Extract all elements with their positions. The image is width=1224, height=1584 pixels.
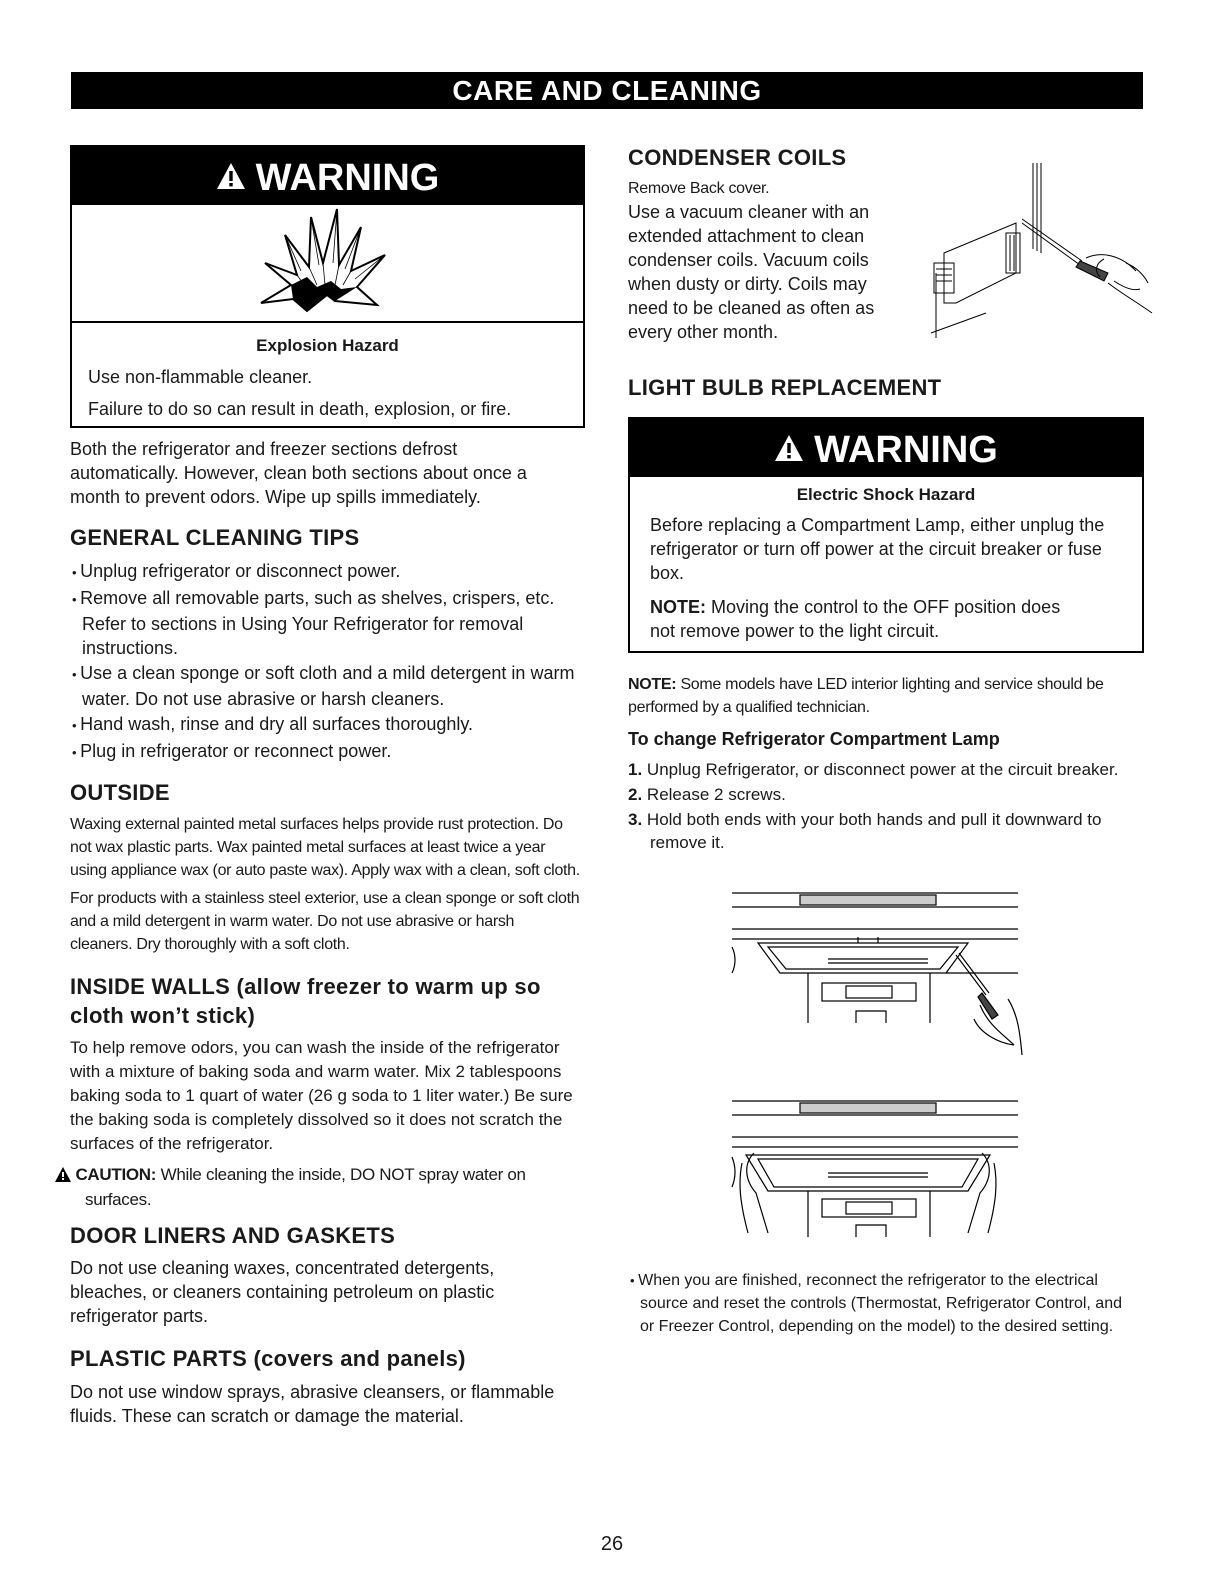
warning-body — [72, 366, 583, 420]
step-number: 2. — [628, 785, 643, 804]
caution-paragraph — [70, 1163, 585, 1211]
caution-text: While cleaning the inside, DO NOT spray water on surfaces. — [85, 1165, 526, 1209]
note-label: NOTE: — [650, 597, 706, 617]
explosion-warning-box — [70, 145, 585, 428]
condenser-coils-heading: CONDENSER COILS — [628, 145, 847, 170]
list-item: • Use a clean sponge or soft cloth and a mild detergent in warm water. Do not use abrasive or harsh cleaners. — [70, 661, 580, 711]
list-item: • Unplug refrigerator or disconnect power. — [70, 559, 580, 585]
list-item: • Plug in refrigerator or reconnect power. — [70, 739, 580, 765]
note-text: Moving the control to the OFF position does not remove power to the light circuit. — [650, 597, 1061, 641]
plastic-parts-heading: PLASTIC PARTS (covers and panels) — [70, 1346, 466, 1371]
final-instructions — [628, 1269, 1128, 1339]
right-column — [628, 145, 1148, 1335]
warning-triangle-icon — [774, 419, 804, 481]
caution-triangle-icon — [70, 1165, 71, 1188]
note-text: Some models have LED interior lighting and service should be performed by a qualified technician. — [628, 676, 1104, 716]
shock-warning-box — [628, 417, 1144, 653]
list-item: • When you are finished, reconnect the refrigerator to the electrical source and reset the controls (Thermostat, Refrigerator Control, and or Freezer Control, depending on the model) to the desired setting. — [628, 1269, 1128, 1338]
outside-paragraph-1: Waxing external painted metal surfaces helps provide rust protection. Do not wax plastic parts. Wax painted metal surfaces at least twice a year using appliance wax (or auto paste wax). Apply wax with a clean, soft cloth. — [70, 816, 580, 879]
step-text: Hold both ends with your both hands and pull it downward to remove it. — [646, 810, 1102, 852]
door-liners-heading: DOOR LINERS AND GASKETS — [70, 1223, 396, 1248]
step-number: 1. — [628, 760, 643, 779]
left-column — [70, 145, 585, 1428]
note-label: NOTE: — [628, 676, 677, 693]
page-number: 26 — [600, 1533, 624, 1555]
lamp-removal-illustration-1 — [718, 885, 1138, 1085]
warning-header — [630, 419, 1142, 477]
caution-label: CAUTION: — [75, 1165, 157, 1184]
condenser-line-1: Remove Back cover. — [628, 180, 770, 197]
outside-heading: OUTSIDE — [70, 780, 170, 805]
warning-label: WARNING — [255, 157, 440, 199]
warning-header — [72, 147, 583, 205]
warning-line: Failure to do so can result in death, explosion, or fire. — [88, 399, 512, 419]
warning-line: Use non-flammable cleaner. — [88, 367, 313, 387]
hazard-title: Electric Shock Hazard — [796, 485, 976, 504]
warning-triangle-icon — [216, 147, 246, 209]
shock-warning-note — [650, 595, 1082, 643]
list-item — [628, 758, 1133, 781]
shock-warning-body: Before replacing a Compartment Lamp, either unplug the refrigerator or turn off power at the circuit breaker or fuse box. — [650, 515, 1105, 583]
plastic-parts-paragraph: Do not use window sprays, abrasive cleansers, or flammable fluids. These can scratch or damage the material. — [70, 1382, 555, 1426]
change-lamp-heading: To change Refrigerator Compartment Lamp — [628, 729, 1000, 749]
general-tips-list — [70, 559, 580, 765]
page-banner: CARE AND CLEANING — [71, 72, 1143, 109]
steps-list — [628, 758, 1133, 854]
condenser-paragraph: Use a vacuum cleaner with an extended attachment to clean condenser coils. Vacuum coils when dusty or dirty. Coils may need to be cleaned as often as every other month. — [628, 202, 875, 342]
condenser-section — [628, 177, 1148, 373]
step-text: Unplug Refrigerator, or disconnect power at the circuit breaker. — [646, 760, 1119, 779]
condenser-illustration — [926, 163, 1156, 353]
intro-paragraph: Both the refrigerator and freezer sections defrost automatically. However, clean both sections about once a month to prevent odors. Wipe up spills immediately. — [70, 439, 527, 507]
list-item: • Hand wash, rinse and dry all surfaces thoroughly. — [70, 712, 580, 738]
list-item — [628, 808, 1133, 854]
lamp-removal-illustration-2 — [718, 1093, 1138, 1253]
inside-walls-paragraph: To help remove odors, you can wash the inside of the refrigerator with a mixture of baking soda and warm water. Mix 2 tablespoons baking soda to 1 quart of water (26 g soda to 1 liter water.) Be sure the baking soda is completely dissolved so it does not scratch the surfaces of the refrigerator. — [70, 1038, 573, 1153]
door-liners-paragraph: Do not use cleaning waxes, concentrated detergents, bleaches, or cleaners containing petroleum on plastic refrigerator parts. — [70, 1258, 495, 1326]
warning-label: WARNING — [814, 429, 998, 471]
step-number: 3. — [628, 810, 643, 829]
explosion-icon — [72, 205, 583, 323]
hazard-title: Explosion Hazard — [256, 336, 399, 355]
general-cleaning-heading: GENERAL CLEANING TIPS — [70, 525, 360, 550]
outside-paragraph-2: For products with a stainless steel exterior, use a clean sponge or soft cloth and a mild detergent in warm water. Do not use abrasive or harsh cleaners. Dry thoroughly with a soft cloth. — [70, 890, 580, 953]
list-item: • Remove all removable parts, such as shelves, crispers, etc. Refer to sections in Using Your Refrigerator for removal instructions. — [70, 586, 580, 660]
light-bulb-heading: LIGHT BULB REPLACEMENT — [628, 375, 942, 400]
led-note — [628, 673, 1118, 719]
inside-walls-heading: INSIDE WALLS (allow freezer to warm up so cloth won’t stick) — [70, 974, 541, 1028]
step-text: Release 2 screws. — [646, 785, 786, 804]
list-item — [628, 783, 1133, 806]
